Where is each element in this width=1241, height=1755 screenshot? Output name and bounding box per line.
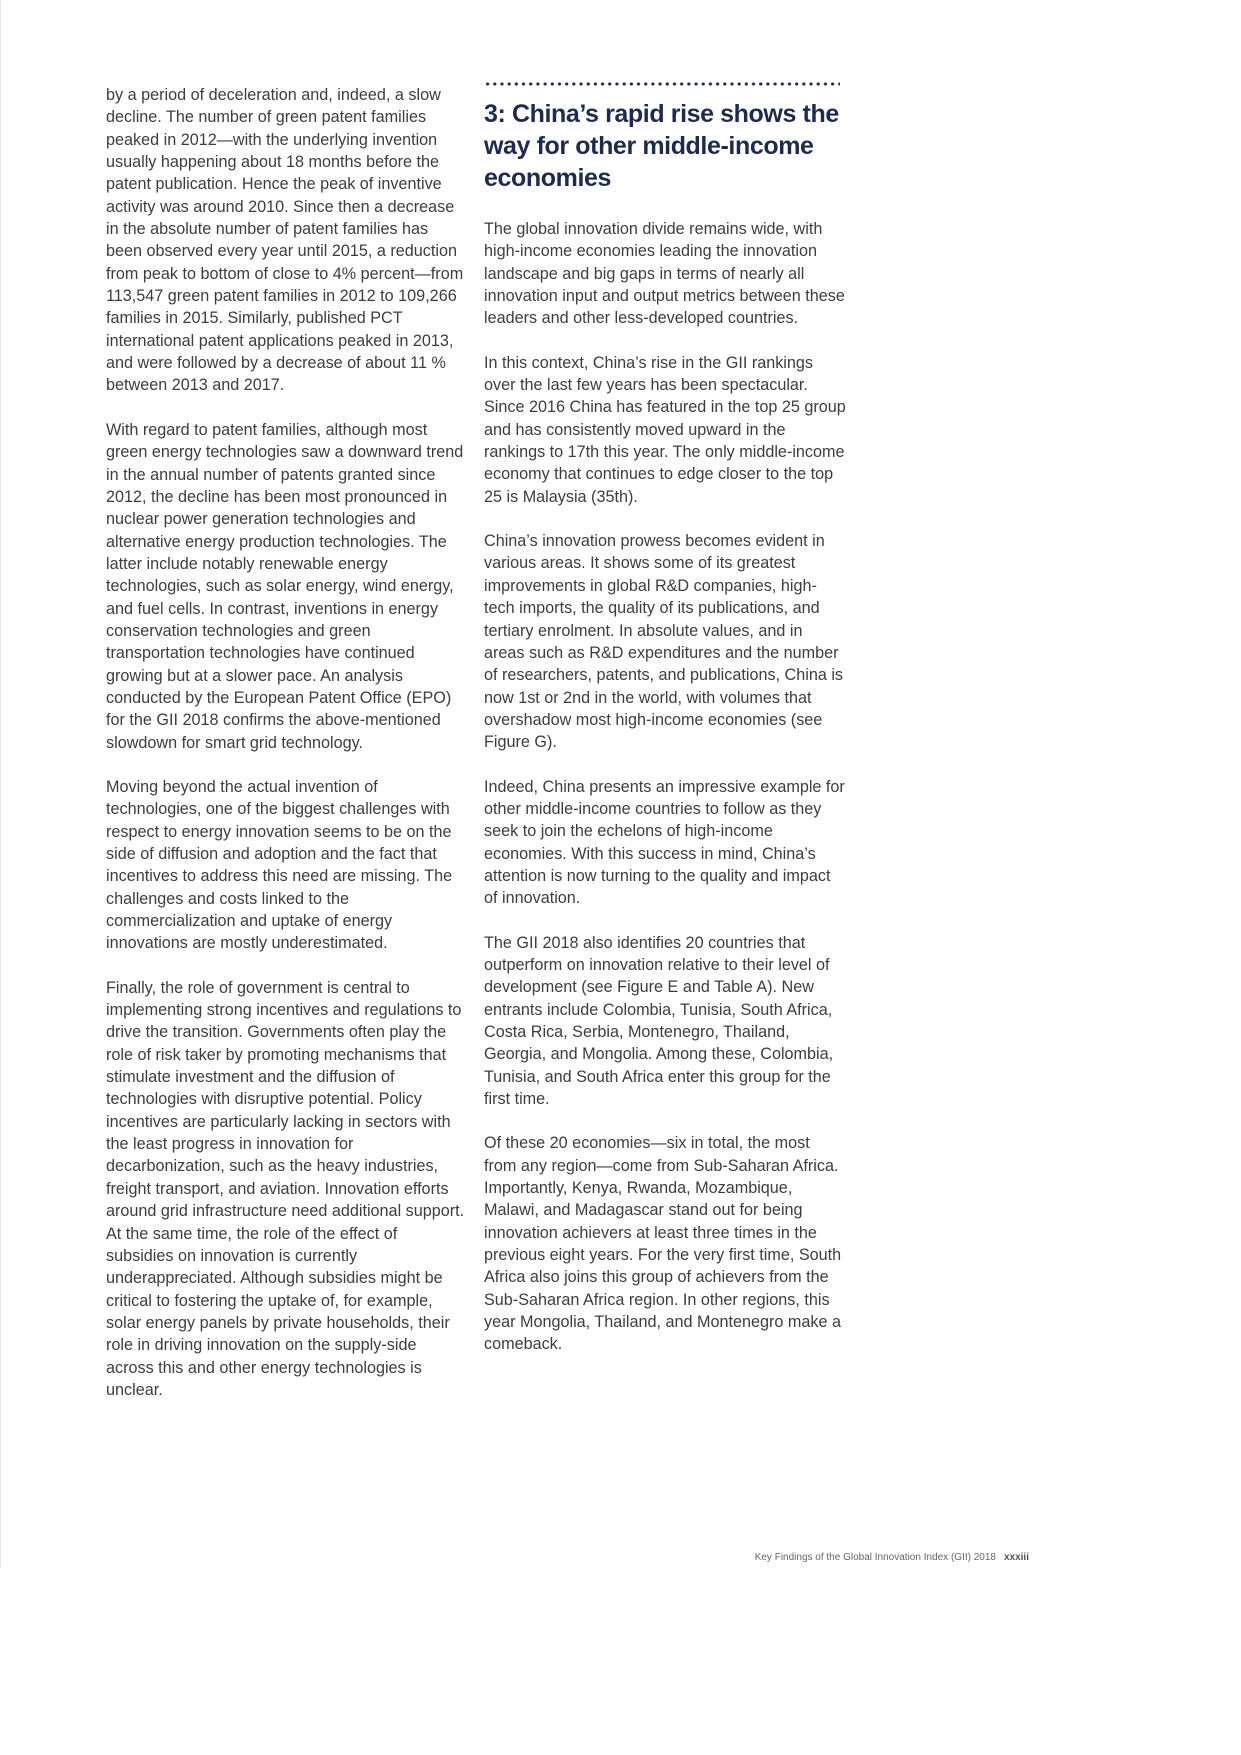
paragraph: Of these 20 economies—six in total, the most from any region—come from Sub-Saharan Africa. Importantly, Kenya, Rwanda, Mozambique, Malawi, and Madagascar stand out for being innovation achievers at least three times in the previous eight years. For the very first time, South Africa also joins this group of achievers from the Sub-Saharan Africa region. In other regions, this year Mongolia, Thailand, and Montenegro make a comeback. <box>484 1134 842 1354</box>
paragraph: by a period of deceleration and, indeed, a slow decline. The number of green patent families peaked in 2012—with the underlying invention usually happening about 18 months before the patent publication. Hence the peak of inventive activity was around 2010. Since then a decrease in the absolute number of patent families has been observed every year until 2015, a reduction from peak to bottom of close to 4% percent—from 113,547 green patent families in 2012 to 109,266 families in 2015. Similarly, published PCT international patent applications peaked in 2013, and were followed by a decrease of about 11 % between 2013 and 2017. <box>106 86 464 395</box>
paragraph: The GII 2018 also identifies 20 countries that outperform on innovation relative to their level of development (see Figure E and Table A). New entrants include Colombia, Tunisia, South Africa, Costa Rica, Serbia, Montenegro, Thailand, Georgia, and Mongolia. Among these, Colombia, Tunisia, and South Africa enter this group for the first time. <box>484 933 834 1109</box>
paragraph: In this context, China’s rise in the GII rankings over the last few years has been spectacular. Since 2016 China has featured in the top 25 group and has consistently moved upward in the rankings to 17th this year. The only middle-income economy that continues to edge closer to the top 25 is Malaysia (35th). <box>484 353 846 506</box>
paragraph: Finally, the role of government is central to implementing strong incentives and regulations to drive the transition. Governments often play the role of risk taker by promoting mechanisms that stimulate investment and the diffusion of technologies with disruptive potential. Policy incentives are particularly lacking in sectors with the least progress in innovation for decarbonization, such as the heavy industries, freight transport, and aviation. Innovation efforts around grid infrastructure need additional support. At the same time, the role of the effect of subsidies on innovation is currently underappreciated. Although subsidies might be critical to fostering the uptake of, for example, solar energy panels by private households, their role in driving innovation on the supply-side across this and other energy technologies is unclear. <box>106 978 465 1399</box>
page-footer <box>755 1552 1029 1563</box>
right-column <box>484 82 846 1378</box>
footer-title: Key Findings of the Global Innovation Index (GII) 2018 <box>754 1552 996 1563</box>
section-heading: 3: China’s rapid rise shows the way for other middle-income economies <box>484 100 839 192</box>
paragraph: Indeed, China presents an impressive example for other middle-income countries to follow as they seek to join the echelons of high-income economies. With this success in mind, China’s attention is now turning to the quality and impact of innovation. <box>484 777 845 908</box>
paragraph: China’s innovation prowess becomes evident in various areas. It shows some of its greatest improvements in global R&D companies, high-tech imports, the quality of its publications, and tertiary enrolment. In absolute values, and in areas such as R&D expenditures and the number of researchers, patents, and publications, China is now 1st or 2nd in the world, with volumes that overshadow most high-income economies (see Figure G). <box>484 532 844 752</box>
paragraph: The global innovation divide remains wide, with high-income economies leading the innovation landscape and big gaps in terms of nearly all innovation input and output metrics between these leaders and other less-developed countries. <box>484 220 845 328</box>
left-column <box>106 84 466 1423</box>
dotted-rule <box>484 82 840 86</box>
paragraph: Moving beyond the actual invention of technologies, one of the biggest challenges with respect to energy innovation seems to be on the side of diffusion and adoption and the fact that incentives to address this need are missing. The challenges and costs linked to the commercialization and uptake of energy innovations are mostly underestimated. <box>106 777 453 953</box>
page-edge <box>0 0 1 1568</box>
page-number: xxxiii <box>1003 1552 1029 1563</box>
paragraph: With regard to patent families, although most green energy technologies saw a downward trend in the annual number of patents granted since 2012, the decline has been most pronounced in nuclear power generation technologies and alternative energy production technologies. The latter include notably renewable energy technologies, such as solar energy, wind energy, and fuel cells. In contrast, inventions in energy conservation technologies and green transportation technologies have continued growing but at a slower pace. An analysis conducted by the European Patent Office (EPO) for the GII 2018 confirms the above-mentioned slowdown for smart grid technology. <box>106 420 464 752</box>
